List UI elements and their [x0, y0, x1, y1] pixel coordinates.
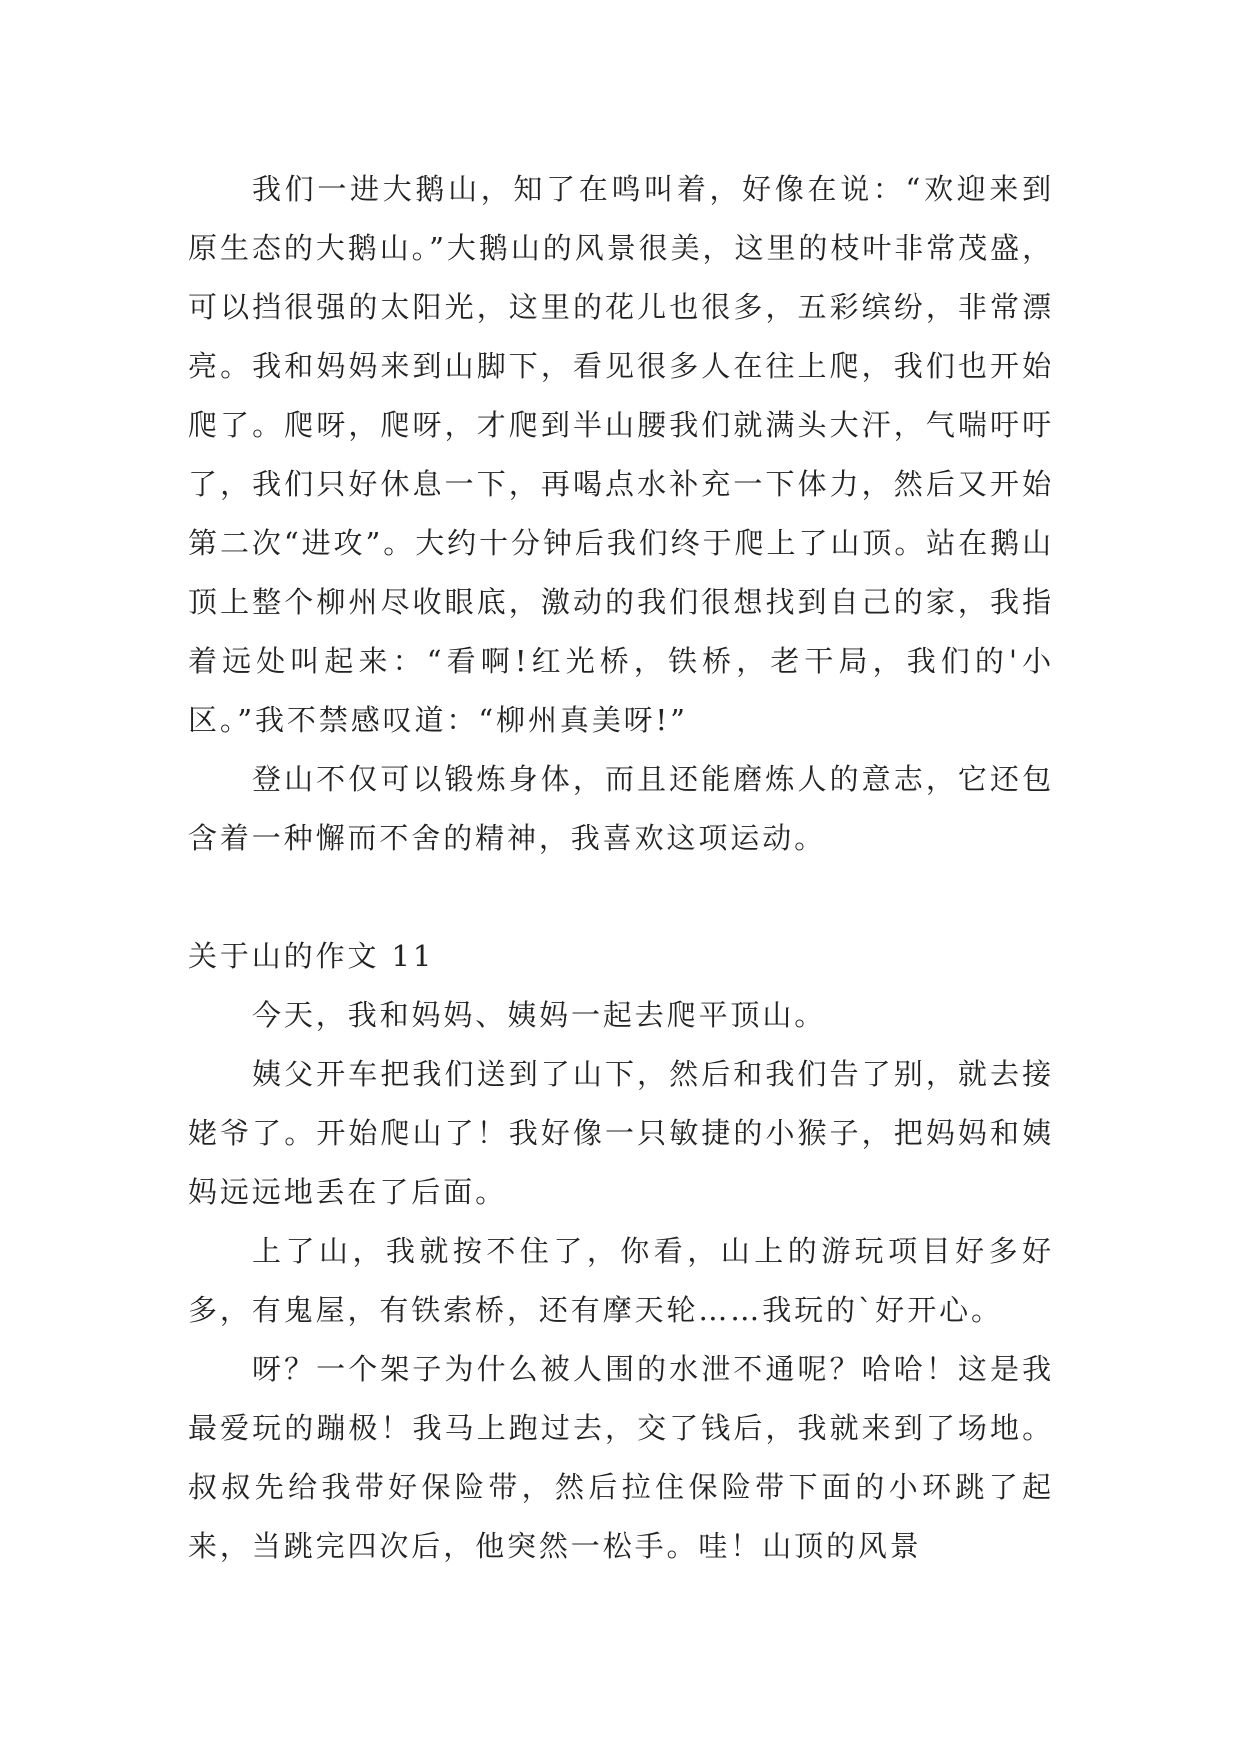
paragraph: 呀？一个架子为什么被人围的水泄不通呢？哈哈！这是我最爱玩的蹦极！我马上跑过去，交了钱后，我就来到了场地。叔叔先给我带好保险带，然后拉住保险带下面的小环跳了起来，当跳完四次后，他突然一松手。哇！山顶的风景	[188, 1352, 1054, 1563]
paragraph: 登山不仅可以锻炼身体，而且还能磨炼人的意志，它还包含着一种懈而不舍的精神，我喜欢这项运动。	[188, 762, 1054, 855]
section-gap	[188, 868, 1054, 927]
paragraph: 今天，我和妈妈、姨妈一起去爬平顶山。	[252, 998, 827, 1032]
paragraph: 我们一进大鹅山，知了在鸣叫着，好像在说：“欢迎来到原生态的大鹅山。”大鹅山的风景很美，这里的枝叶非常茂盛，可以挡很强的太阳光，这里的花儿也很多，五彩缤纷，非常漂亮。我和妈妈来到山脚下，看见很多人在往上爬，我们也开始爬了。爬呀，爬呀，才爬到半山腰我们就满头大汗，气喘吁吁了，我们只好休息一下，再喝点水补充一下体力，然后又开始第二次“进攻”。大约十分钟后我们终于爬上了山顶。站在鹅山顶上整个柳州尽收眼底，激动的我们很想找到自己的家，我指着远处叫起来：“看啊!红光桥，铁桥，老干局，我们的'小区。”我不禁感叹道：“柳州真美呀!”	[188, 172, 1054, 737]
paragraph: 上了山，我就按不住了，你看，山上的游玩项目好多好多，有鬼屋，有铁索桥，还有摩天轮……我玩的`好开心。	[188, 1234, 1054, 1327]
section-heading: 关于山的作文 11	[188, 939, 435, 973]
paragraph: 姨父开车把我们送到了山下，然后和我们告了别，就去接姥爷了。开始爬山了！我好像一只敏捷的小猴子，把妈妈和姨妈远远地丢在了后面。	[188, 1057, 1054, 1209]
document-body	[188, 160, 1054, 1576]
